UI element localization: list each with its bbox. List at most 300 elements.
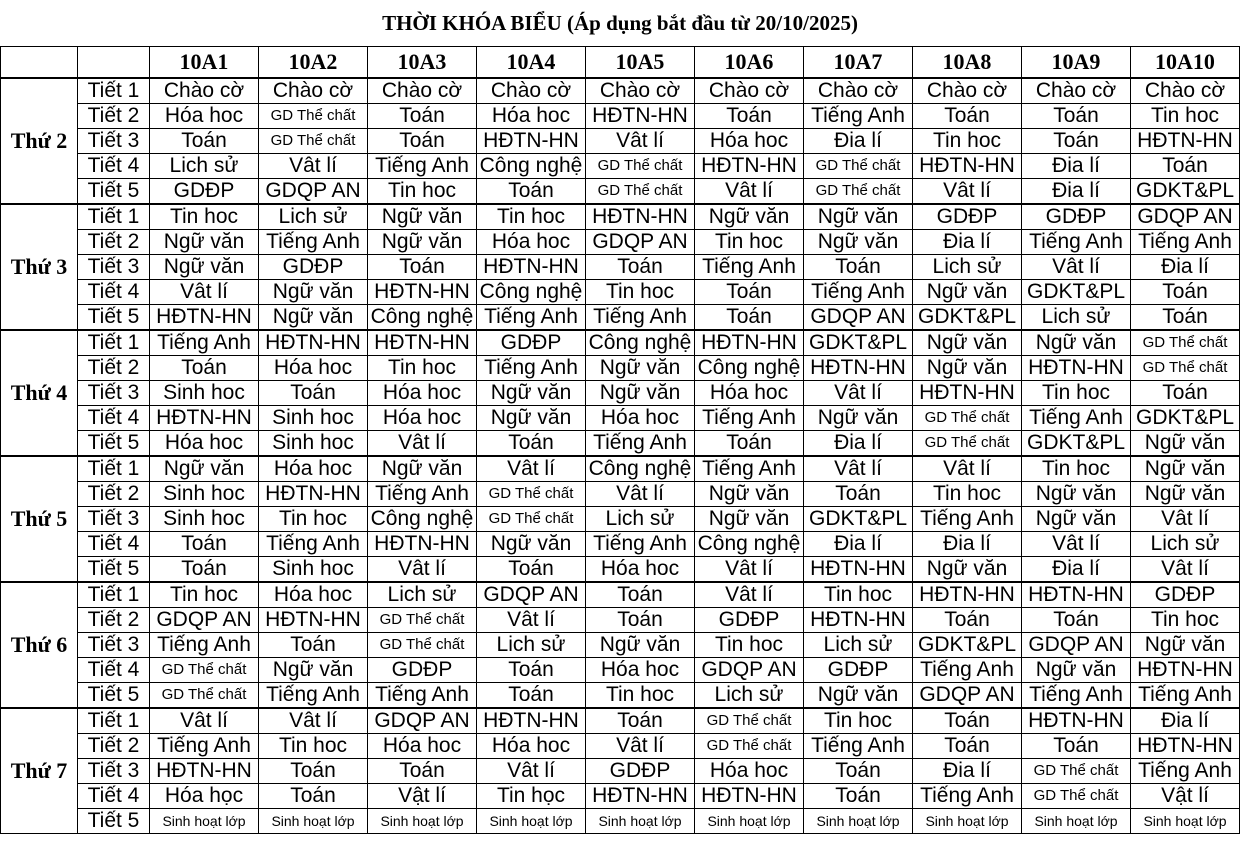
period-label: Tiết 3 bbox=[78, 633, 150, 658]
subject-cell: GDQP AN bbox=[804, 305, 913, 331]
class-header: 10A8 bbox=[913, 47, 1022, 79]
subject-cell: Sinh hoạt lớp bbox=[477, 809, 586, 834]
period-label: Tiết 5 bbox=[78, 179, 150, 205]
subject-cell: HĐTN-HN bbox=[913, 582, 1022, 608]
subject-cell: GD Thể chất bbox=[150, 683, 259, 709]
subject-cell: Hóa hoc bbox=[259, 356, 368, 381]
subject-cell: GD Thể chất bbox=[586, 154, 695, 179]
subject-cell: Toán bbox=[259, 784, 368, 809]
subject-cell: Toán bbox=[368, 759, 477, 784]
subject-cell: Sinh hoc bbox=[150, 482, 259, 507]
subject-cell: Hóa hoc bbox=[150, 104, 259, 129]
period-row bbox=[1, 708, 1240, 734]
subject-cell: HĐTN-HN bbox=[150, 759, 259, 784]
day-label: Thứ 5 bbox=[1, 456, 78, 582]
subject-cell: Hóa hoc bbox=[477, 734, 586, 759]
subject-cell: GD Thể chất bbox=[477, 507, 586, 532]
period-label: Tiết 2 bbox=[78, 482, 150, 507]
subject-cell: Đia lí bbox=[1022, 557, 1131, 583]
day-label: Thứ 3 bbox=[1, 204, 78, 330]
subject-cell: Vật lí bbox=[368, 784, 477, 809]
subject-cell: Toán bbox=[695, 104, 804, 129]
class-header: 10A5 bbox=[586, 47, 695, 79]
subject-cell: Tin hoc bbox=[695, 633, 804, 658]
subject-cell: Sinh hoạt lớp bbox=[804, 809, 913, 834]
subject-cell: GD Thể chất bbox=[1022, 759, 1131, 784]
subject-cell: HĐTN-HN bbox=[1022, 708, 1131, 734]
period-row bbox=[1, 204, 1240, 230]
subject-cell: GD Thể chất bbox=[913, 406, 1022, 431]
subject-cell: Ngữ văn bbox=[695, 482, 804, 507]
period-label: Tiết 4 bbox=[78, 406, 150, 431]
subject-cell: Ngữ văn bbox=[586, 381, 695, 406]
period-row bbox=[1, 381, 1240, 406]
subject-cell: HĐTN-HN bbox=[804, 608, 913, 633]
subject-cell: GDKT&PL bbox=[1022, 280, 1131, 305]
subject-cell: Tiếng Anh bbox=[150, 633, 259, 658]
period-row bbox=[1, 658, 1240, 683]
subject-cell: Vât lí bbox=[586, 734, 695, 759]
period-label: Tiết 5 bbox=[78, 683, 150, 709]
period-row bbox=[1, 482, 1240, 507]
subject-cell: Chào cờ bbox=[586, 78, 695, 104]
subject-cell: Vât lí bbox=[913, 456, 1022, 482]
period-row bbox=[1, 507, 1240, 532]
subject-cell: Tin hoc bbox=[586, 683, 695, 709]
day-label: Thứ 2 bbox=[1, 78, 78, 204]
subject-cell: Toán bbox=[586, 255, 695, 280]
subject-cell: GDQP AN bbox=[913, 683, 1022, 709]
subject-cell: Toán bbox=[695, 280, 804, 305]
subject-cell: Chào cờ bbox=[695, 78, 804, 104]
subject-cell: Đia lí bbox=[913, 759, 1022, 784]
subject-cell: Công nghệ bbox=[477, 154, 586, 179]
subject-cell: Toán bbox=[804, 255, 913, 280]
subject-cell: HĐTN-HN bbox=[695, 330, 804, 356]
period-label: Tiết 2 bbox=[78, 104, 150, 129]
subject-cell: HĐTN-HN bbox=[804, 557, 913, 583]
subject-cell: GDĐP bbox=[368, 658, 477, 683]
subject-cell: HĐTN-HN bbox=[586, 104, 695, 129]
subject-cell: Sinh hoc bbox=[150, 507, 259, 532]
subject-cell: Vât lí bbox=[804, 381, 913, 406]
period-row bbox=[1, 456, 1240, 482]
subject-cell: Ngữ văn bbox=[368, 204, 477, 230]
subject-cell: Vât lí bbox=[586, 129, 695, 154]
page-title: THỜI KHÓA BIỂU (Áp dụng bắt đầu từ 20/10/2025) bbox=[382, 11, 858, 35]
subject-cell: GDĐP bbox=[477, 330, 586, 356]
period-row bbox=[1, 280, 1240, 305]
subject-cell: Ngữ văn bbox=[695, 204, 804, 230]
subject-cell: Tiếng Anh bbox=[913, 507, 1022, 532]
subject-cell: Toán bbox=[368, 129, 477, 154]
subject-cell: Lich sử bbox=[368, 582, 477, 608]
subject-cell: Toán bbox=[477, 658, 586, 683]
subject-cell: Tin hoc bbox=[913, 129, 1022, 154]
subject-cell: Vât lí bbox=[150, 280, 259, 305]
subject-cell: Sinh hoc bbox=[150, 381, 259, 406]
subject-cell: Chào cờ bbox=[804, 78, 913, 104]
period-label: Tiết 3 bbox=[78, 381, 150, 406]
period-label: Tiết 1 bbox=[78, 78, 150, 104]
subject-cell: Vât lí bbox=[477, 456, 586, 482]
subject-cell: GD Thể chất bbox=[150, 658, 259, 683]
subject-cell: Lich sử bbox=[695, 683, 804, 709]
subject-cell: Hóa hoc bbox=[368, 734, 477, 759]
subject-cell: Ngữ văn bbox=[1131, 633, 1240, 658]
subject-cell: Vât lí bbox=[913, 179, 1022, 205]
subject-cell: Toán bbox=[477, 557, 586, 583]
subject-cell: Toán bbox=[1131, 154, 1240, 179]
subject-cell: Chào cờ bbox=[368, 78, 477, 104]
subject-cell: Toán bbox=[804, 784, 913, 809]
subject-cell: GD Thể chất bbox=[1022, 784, 1131, 809]
subject-cell: Chào cờ bbox=[1131, 78, 1240, 104]
subject-cell: Toán bbox=[1022, 104, 1131, 129]
subject-cell: Toán bbox=[259, 381, 368, 406]
subject-cell: Toán bbox=[368, 104, 477, 129]
subject-cell: Đia lí bbox=[913, 230, 1022, 255]
subject-cell: Vât lí bbox=[695, 179, 804, 205]
subject-cell: HĐTN-HN bbox=[804, 356, 913, 381]
subject-cell: Ngữ văn bbox=[586, 356, 695, 381]
subject-cell: Toán bbox=[259, 759, 368, 784]
subject-cell: GD Thể chất bbox=[695, 708, 804, 734]
subject-cell: Tin hoc bbox=[804, 708, 913, 734]
subject-cell: HĐTN-HN bbox=[586, 784, 695, 809]
period-label: Tiết 5 bbox=[78, 305, 150, 331]
subject-cell: Ngữ văn bbox=[1022, 330, 1131, 356]
subject-cell: Ngữ văn bbox=[913, 356, 1022, 381]
subject-cell: Ngữ văn bbox=[368, 230, 477, 255]
corner-cell bbox=[1, 47, 78, 79]
period-row bbox=[1, 255, 1240, 280]
period-label: Tiết 5 bbox=[78, 809, 150, 834]
period-label: Tiết 5 bbox=[78, 557, 150, 583]
subject-cell: Tin học bbox=[477, 784, 586, 809]
subject-cell: Toán bbox=[695, 305, 804, 331]
subject-cell: GDQP AN bbox=[368, 708, 477, 734]
period-label: Tiết 2 bbox=[78, 734, 150, 759]
subject-cell: GD Thể chất bbox=[804, 179, 913, 205]
subject-cell: Đia lí bbox=[1022, 179, 1131, 205]
subject-cell: Toán bbox=[586, 582, 695, 608]
class-header: 10A6 bbox=[695, 47, 804, 79]
subject-cell: Sinh hoc bbox=[259, 431, 368, 457]
subject-cell: Lich sử bbox=[1131, 532, 1240, 557]
subject-cell: Vât lí bbox=[477, 759, 586, 784]
subject-cell: GDQP AN bbox=[150, 608, 259, 633]
period-label: Tiết 1 bbox=[78, 204, 150, 230]
subject-cell: Toán bbox=[150, 356, 259, 381]
class-header-row bbox=[1, 47, 1240, 79]
subject-cell: HĐTN-HN bbox=[1131, 658, 1240, 683]
subject-cell: Ngữ văn bbox=[804, 230, 913, 255]
subject-cell: Ngữ văn bbox=[804, 683, 913, 709]
subject-cell: Tin hoc bbox=[804, 582, 913, 608]
period-label: Tiết 3 bbox=[78, 255, 150, 280]
subject-cell: GDĐP bbox=[586, 759, 695, 784]
subject-cell: Toán bbox=[1131, 280, 1240, 305]
subject-cell: Đia lí bbox=[804, 532, 913, 557]
subject-cell: Công nghệ bbox=[477, 280, 586, 305]
subject-cell: GDĐP bbox=[913, 204, 1022, 230]
subject-cell: HĐTN-HN bbox=[1022, 582, 1131, 608]
subject-cell: HĐTN-HN bbox=[368, 532, 477, 557]
subject-cell: HĐTN-HN bbox=[150, 305, 259, 331]
period-label: Tiết 1 bbox=[78, 330, 150, 356]
subject-cell: Hóa hoc bbox=[695, 129, 804, 154]
subject-cell: Ngữ văn bbox=[913, 557, 1022, 583]
corner-cell bbox=[78, 47, 150, 79]
subject-cell: Sinh hoạt lớp bbox=[368, 809, 477, 834]
subject-cell: HĐTN-HN bbox=[695, 784, 804, 809]
subject-cell: Toán bbox=[1022, 734, 1131, 759]
period-row bbox=[1, 759, 1240, 784]
subject-cell: Đia lí bbox=[804, 431, 913, 457]
subject-cell: HĐTN-HN bbox=[477, 708, 586, 734]
subject-cell: Vât lí bbox=[259, 154, 368, 179]
subject-cell: Tiếng Anh bbox=[586, 532, 695, 557]
subject-cell: Chào cờ bbox=[259, 78, 368, 104]
class-header: 10A9 bbox=[1022, 47, 1131, 79]
subject-cell: Vât lí bbox=[150, 708, 259, 734]
subject-cell: GDĐP bbox=[259, 255, 368, 280]
subject-cell: Ngữ văn bbox=[804, 204, 913, 230]
subject-cell: Hóa hoc bbox=[477, 104, 586, 129]
period-row bbox=[1, 532, 1240, 557]
subject-cell: Ngữ văn bbox=[1131, 456, 1240, 482]
subject-cell: Lich sử bbox=[150, 154, 259, 179]
class-header: 10A3 bbox=[368, 47, 477, 79]
period-row bbox=[1, 809, 1240, 834]
subject-cell: Toán bbox=[586, 608, 695, 633]
subject-cell: Tin hoc bbox=[1022, 456, 1131, 482]
subject-cell: Hóa hoc bbox=[586, 406, 695, 431]
subject-cell: Toán bbox=[804, 482, 913, 507]
subject-cell: Chào cờ bbox=[913, 78, 1022, 104]
subject-cell: Lich sử bbox=[477, 633, 586, 658]
subject-cell: Đia lí bbox=[1131, 255, 1240, 280]
subject-cell: HĐTN-HN bbox=[913, 381, 1022, 406]
class-header: 10A7 bbox=[804, 47, 913, 79]
subject-cell: GDQP AN bbox=[1131, 204, 1240, 230]
subject-cell: GDKT&PL bbox=[804, 330, 913, 356]
subject-cell: Tiếng Anh bbox=[259, 683, 368, 709]
subject-cell: Vât lí bbox=[477, 608, 586, 633]
period-label: Tiết 3 bbox=[78, 759, 150, 784]
subject-cell: Toán bbox=[913, 608, 1022, 633]
subject-cell: Vât lí bbox=[1022, 532, 1131, 557]
subject-cell: Toán bbox=[477, 683, 586, 709]
subject-cell: Toán bbox=[259, 633, 368, 658]
subject-cell: GDĐP bbox=[1131, 582, 1240, 608]
subject-cell: Toán bbox=[804, 759, 913, 784]
period-row bbox=[1, 104, 1240, 129]
subject-cell: HĐTN-HN bbox=[913, 154, 1022, 179]
subject-cell: Ngữ văn bbox=[1022, 658, 1131, 683]
subject-cell: Công nghệ bbox=[586, 456, 695, 482]
subject-cell: Ngữ văn bbox=[1131, 482, 1240, 507]
subject-cell: GD Thể chất bbox=[259, 104, 368, 129]
period-row bbox=[1, 557, 1240, 583]
subject-cell: Tiếng Anh bbox=[1131, 230, 1240, 255]
subject-cell: Lich sử bbox=[259, 204, 368, 230]
subject-cell: Tiếng Anh bbox=[1022, 230, 1131, 255]
subject-cell: Vât lí bbox=[1022, 255, 1131, 280]
subject-cell: GDĐP bbox=[695, 608, 804, 633]
subject-cell: Vât lí bbox=[368, 557, 477, 583]
subject-cell: Ngữ văn bbox=[1022, 507, 1131, 532]
subject-cell: Tin hoc bbox=[586, 280, 695, 305]
subject-cell: Ngữ văn bbox=[150, 255, 259, 280]
subject-cell: Tiếng Anh bbox=[695, 406, 804, 431]
subject-cell: Tiếng Anh bbox=[586, 305, 695, 331]
period-label: Tiết 3 bbox=[78, 129, 150, 154]
period-row bbox=[1, 356, 1240, 381]
subject-cell: Ngữ văn bbox=[913, 280, 1022, 305]
subject-cell: Tin hoc bbox=[150, 204, 259, 230]
subject-cell: GDKT&PL bbox=[1131, 179, 1240, 205]
subject-cell: Hóa hoc bbox=[259, 456, 368, 482]
period-row bbox=[1, 78, 1240, 104]
period-row bbox=[1, 129, 1240, 154]
subject-cell: Tiếng Anh bbox=[1131, 683, 1240, 709]
subject-cell: Đia lí bbox=[1131, 708, 1240, 734]
subject-cell: HĐTN-HN bbox=[259, 330, 368, 356]
period-label: Tiết 1 bbox=[78, 708, 150, 734]
subject-cell: Toán bbox=[477, 179, 586, 205]
subject-cell: GDKT&PL bbox=[1022, 431, 1131, 457]
subject-cell: Tiếng Anh bbox=[586, 431, 695, 457]
day-label: Thứ 4 bbox=[1, 330, 78, 456]
period-row bbox=[1, 406, 1240, 431]
subject-cell: Tiếng Anh bbox=[695, 255, 804, 280]
subject-cell: Sinh hoạt lớp bbox=[913, 809, 1022, 834]
period-row bbox=[1, 230, 1240, 255]
subject-cell: GDĐP bbox=[1022, 204, 1131, 230]
subject-cell: GD Thể chất bbox=[804, 154, 913, 179]
period-label: Tiết 1 bbox=[78, 456, 150, 482]
subject-cell: Tin hoc bbox=[477, 204, 586, 230]
subject-cell: HĐTN-HN bbox=[477, 255, 586, 280]
subject-cell: Hóa học bbox=[150, 784, 259, 809]
subject-cell: GDQP AN bbox=[695, 658, 804, 683]
subject-cell: Ngữ văn bbox=[259, 280, 368, 305]
subject-cell: Tin hoc bbox=[259, 734, 368, 759]
day-label: Thứ 7 bbox=[1, 708, 78, 834]
subject-cell: GD Thể chất bbox=[1131, 330, 1240, 356]
subject-cell: Vât lí bbox=[1131, 557, 1240, 583]
subject-cell: Toán bbox=[1022, 608, 1131, 633]
subject-cell: HĐTN-HN bbox=[368, 330, 477, 356]
subject-cell: Tiếng Anh bbox=[804, 280, 913, 305]
subject-cell: Vât lí bbox=[695, 557, 804, 583]
subject-cell: Toán bbox=[586, 708, 695, 734]
subject-cell: Vât lí bbox=[695, 582, 804, 608]
subject-cell: Ngữ văn bbox=[259, 658, 368, 683]
period-label: Tiết 4 bbox=[78, 154, 150, 179]
period-label: Tiết 3 bbox=[78, 507, 150, 532]
period-row bbox=[1, 683, 1240, 709]
class-header: 10A1 bbox=[150, 47, 259, 79]
subject-cell: Sinh hoạt lớp bbox=[1131, 809, 1240, 834]
subject-cell: Lich sử bbox=[1022, 305, 1131, 331]
subject-cell: Ngữ văn bbox=[804, 406, 913, 431]
subject-cell: GD Thể chất bbox=[368, 633, 477, 658]
subject-cell: HĐTN-HN bbox=[586, 204, 695, 230]
period-row bbox=[1, 608, 1240, 633]
subject-cell: GD Thể chất bbox=[913, 431, 1022, 457]
subject-cell: Tiếng Anh bbox=[368, 482, 477, 507]
subject-cell: Hóa hoc bbox=[477, 230, 586, 255]
subject-cell: Tiếng Anh bbox=[259, 230, 368, 255]
subject-cell: Tiếng Anh bbox=[804, 104, 913, 129]
subject-cell: Ngữ văn bbox=[1131, 431, 1240, 457]
subject-cell: Ngữ văn bbox=[477, 406, 586, 431]
period-row bbox=[1, 154, 1240, 179]
subject-cell: HĐTN-HN bbox=[150, 406, 259, 431]
subject-cell: Chào cờ bbox=[477, 78, 586, 104]
subject-cell: Vât lí bbox=[259, 708, 368, 734]
period-label: Tiết 2 bbox=[78, 356, 150, 381]
period-label: Tiết 4 bbox=[78, 658, 150, 683]
subject-cell: Sinh hoạt lớp bbox=[695, 809, 804, 834]
subject-cell: Tiếng Anh bbox=[1131, 759, 1240, 784]
subject-cell: Toán bbox=[1131, 381, 1240, 406]
subject-cell: GDKT&PL bbox=[913, 305, 1022, 331]
subject-cell: Công nghệ bbox=[695, 532, 804, 557]
period-label: Tiết 2 bbox=[78, 230, 150, 255]
subject-cell: Tin hoc bbox=[913, 482, 1022, 507]
subject-cell: Tiếng Anh bbox=[368, 154, 477, 179]
subject-cell: Hóa hoc bbox=[259, 582, 368, 608]
period-label: Tiết 4 bbox=[78, 784, 150, 809]
subject-cell: Tiếng Anh bbox=[150, 330, 259, 356]
subject-cell: Lich sử bbox=[913, 255, 1022, 280]
subject-cell: HĐTN-HN bbox=[695, 154, 804, 179]
subject-cell: Vât lí bbox=[1131, 507, 1240, 532]
subject-cell: Hóa hoc bbox=[368, 406, 477, 431]
subject-cell: Chào cờ bbox=[1022, 78, 1131, 104]
subject-cell: GDKT&PL bbox=[804, 507, 913, 532]
subject-cell: GD Thể chất bbox=[368, 608, 477, 633]
subject-cell: HĐTN-HN bbox=[1022, 356, 1131, 381]
subject-cell: Ngữ văn bbox=[586, 633, 695, 658]
subject-cell: GDĐP bbox=[150, 179, 259, 205]
subject-cell: Sinh hoc bbox=[259, 557, 368, 583]
period-row bbox=[1, 784, 1240, 809]
subject-cell: GDĐP bbox=[804, 658, 913, 683]
day-label: Thứ 6 bbox=[1, 582, 78, 708]
subject-cell: Sinh hoạt lớp bbox=[150, 809, 259, 834]
subject-cell: Tiếng Anh bbox=[1022, 683, 1131, 709]
subject-cell: Sinh hoc bbox=[259, 406, 368, 431]
subject-cell: GD Thể chất bbox=[477, 482, 586, 507]
subject-cell: Vât lí bbox=[586, 482, 695, 507]
subject-cell: Toán bbox=[1022, 129, 1131, 154]
period-label: Tiết 4 bbox=[78, 532, 150, 557]
subject-cell: Công nghệ bbox=[368, 305, 477, 331]
subject-cell: Ngữ văn bbox=[259, 305, 368, 331]
subject-cell: Tiếng Anh bbox=[913, 784, 1022, 809]
subject-cell: Sinh hoạt lớp bbox=[1022, 809, 1131, 834]
subject-cell: Ngữ văn bbox=[695, 507, 804, 532]
subject-cell: Toán bbox=[150, 129, 259, 154]
subject-cell: HĐTN-HN bbox=[477, 129, 586, 154]
subject-cell: Tin hoc bbox=[1131, 608, 1240, 633]
period-label: Tiết 4 bbox=[78, 280, 150, 305]
